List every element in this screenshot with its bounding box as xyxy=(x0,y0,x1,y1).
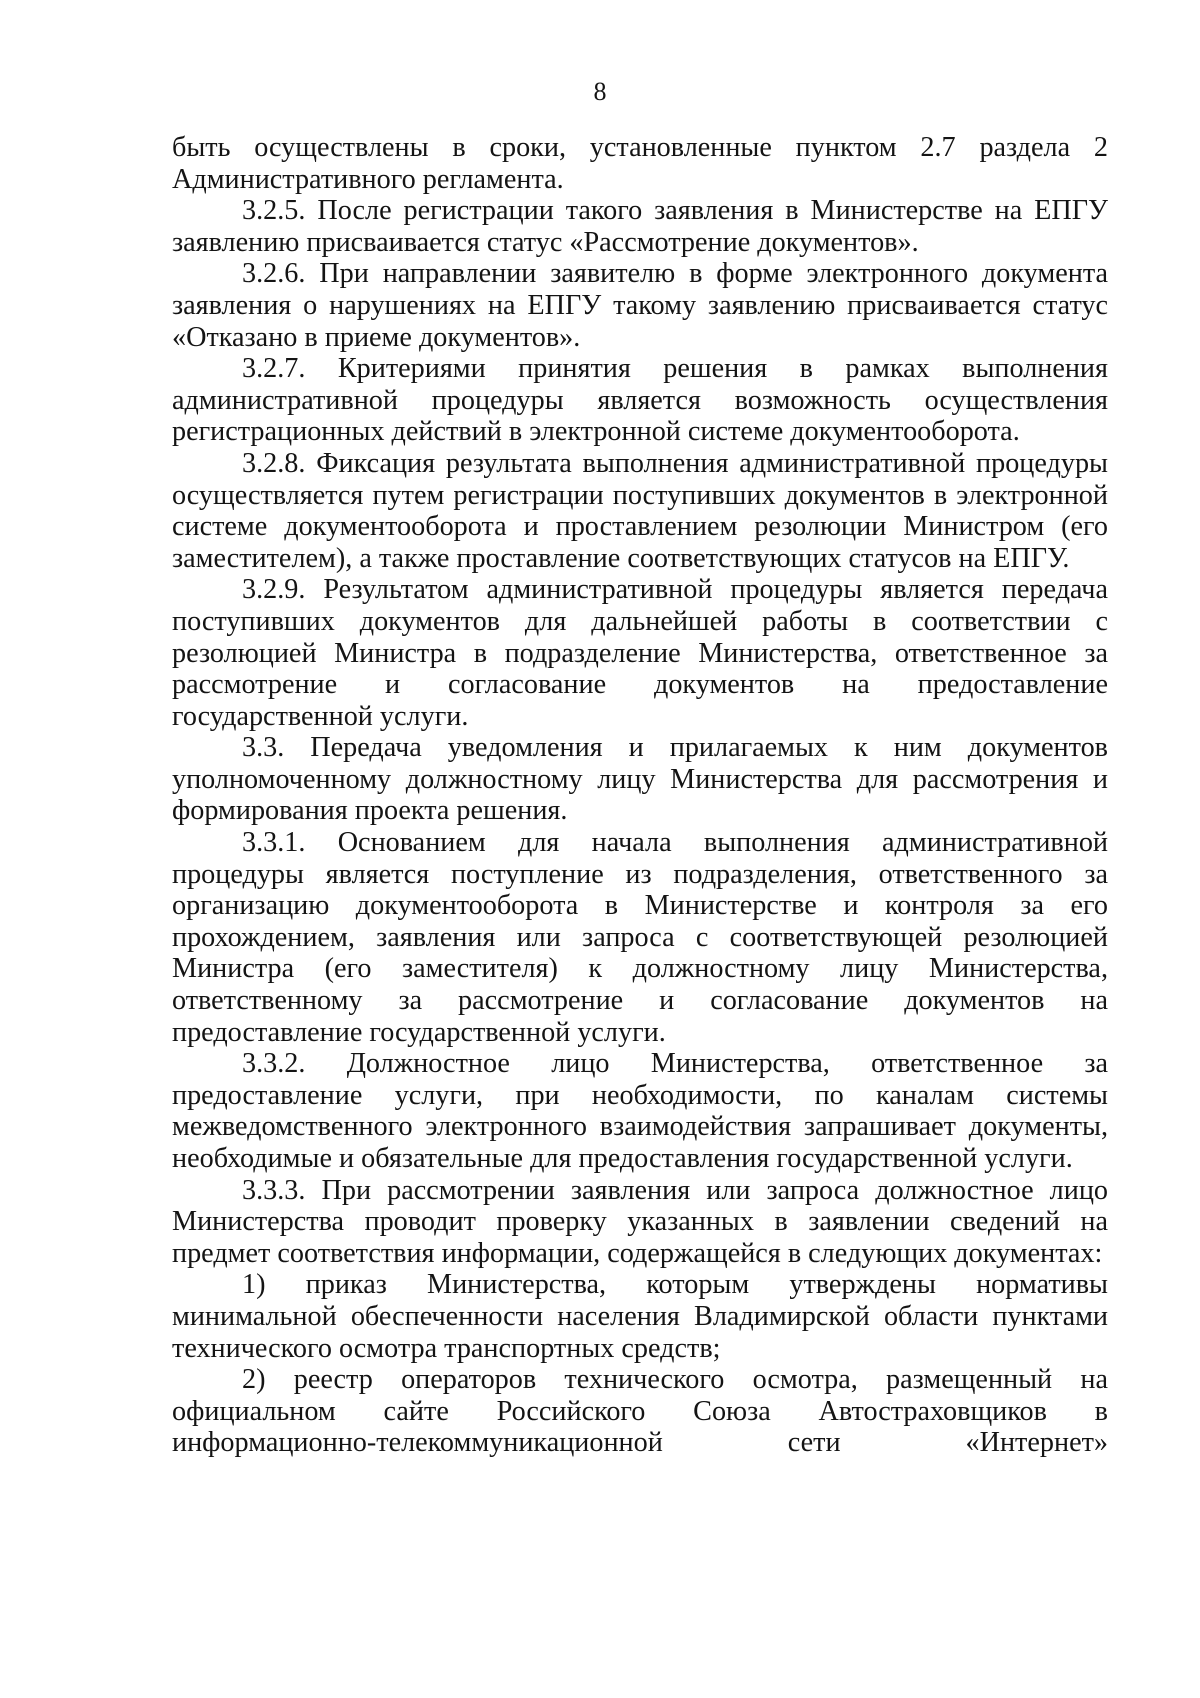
paragraph-3-2-5: 3.2.5. После регистрации такого заявления в Министерстве на ЕПГУ заявлению присваивается статус «Рассмотрение документов». xyxy=(172,195,1108,258)
page-number: 8 xyxy=(593,77,607,106)
list-item-2: 2) реестр операторов технического осмотра, размещенный на официальном сайте Российского Союза Автостраховщиков в информационно-телекоммуникационной сети «Интернет» xyxy=(172,1364,1108,1459)
paragraph-3-2-7: 3.2.7. Критериями принятия решения в рамках выполнения административной процедуры является возможность осуществления регистрационных действий в электронной системе документооборота. xyxy=(172,353,1108,448)
paragraph-3-3-3: 3.3.3. При рассмотрении заявления или запроса должностное лицо Министерства проводит проверку указанных в заявлении сведений на предмет соответствия информации, содержащейся в следующих документах: xyxy=(172,1174,1108,1269)
paragraph-3-2-6: 3.2.6. При направлении заявителю в форме электронного документа заявления о нарушениях на ЕПГУ такому заявлению присваивается статус «Отказано в приеме документов». xyxy=(172,258,1108,353)
paragraph-3-3: 3.3. Передача уведомления и прилагаемых к ним документов уполномоченному должностному лицу Министерства для рассмотрения и формирования проекта решения. xyxy=(172,732,1108,827)
paragraph-3-2-9: 3.2.9. Результатом административной процедуры является передача поступивших документов для дальнейшей работы в соответствии с резолюцией Министра в подразделение Министерства, ответственное за рассмотрение и согласование документов на предоставление государственной услуги. xyxy=(172,574,1108,732)
paragraph-3-3-1: 3.3.1. Основанием для начала выполнения административной процедуры является поступление из подразделения, ответственного за организацию документооборота в Министерстве и контроля за его прохождением, заявления или запроса с соответствующей резолюцией Министра (его заместителя) к должностному лицу Министерства, ответственному за рассмотрение и согласование документов на предоставление государственной услуги. xyxy=(172,827,1108,1048)
document-body xyxy=(172,132,1108,1459)
paragraph-3-3-2: 3.3.2. Должностное лицо Министерства, ответственное за предоставление услуги, при необходимости, по каналам системы межведомственного электронного взаимодействия запрашивает документы, необходимые и обязательные для предоставления государственной услуги. xyxy=(172,1048,1108,1174)
paragraph-continuation: быть осуществлены в сроки, установленные пунктом 2.7 раздела 2 Административного регламента. xyxy=(172,132,1108,195)
list-item-1: 1) приказ Министерства, которым утверждены нормативы минимальной обеспеченности населения Владимирской области пунктами технического осмотра транспортных средств; xyxy=(172,1269,1108,1364)
paragraph-3-2-8: 3.2.8. Фиксация результата выполнения административной процедуры осуществляется путем регистрации поступивших документов в электронной системе документооборота и проставлением резолюции Министром (его заместителем), а также проставление соответствующих статусов на ЕПГУ. xyxy=(172,447,1108,574)
